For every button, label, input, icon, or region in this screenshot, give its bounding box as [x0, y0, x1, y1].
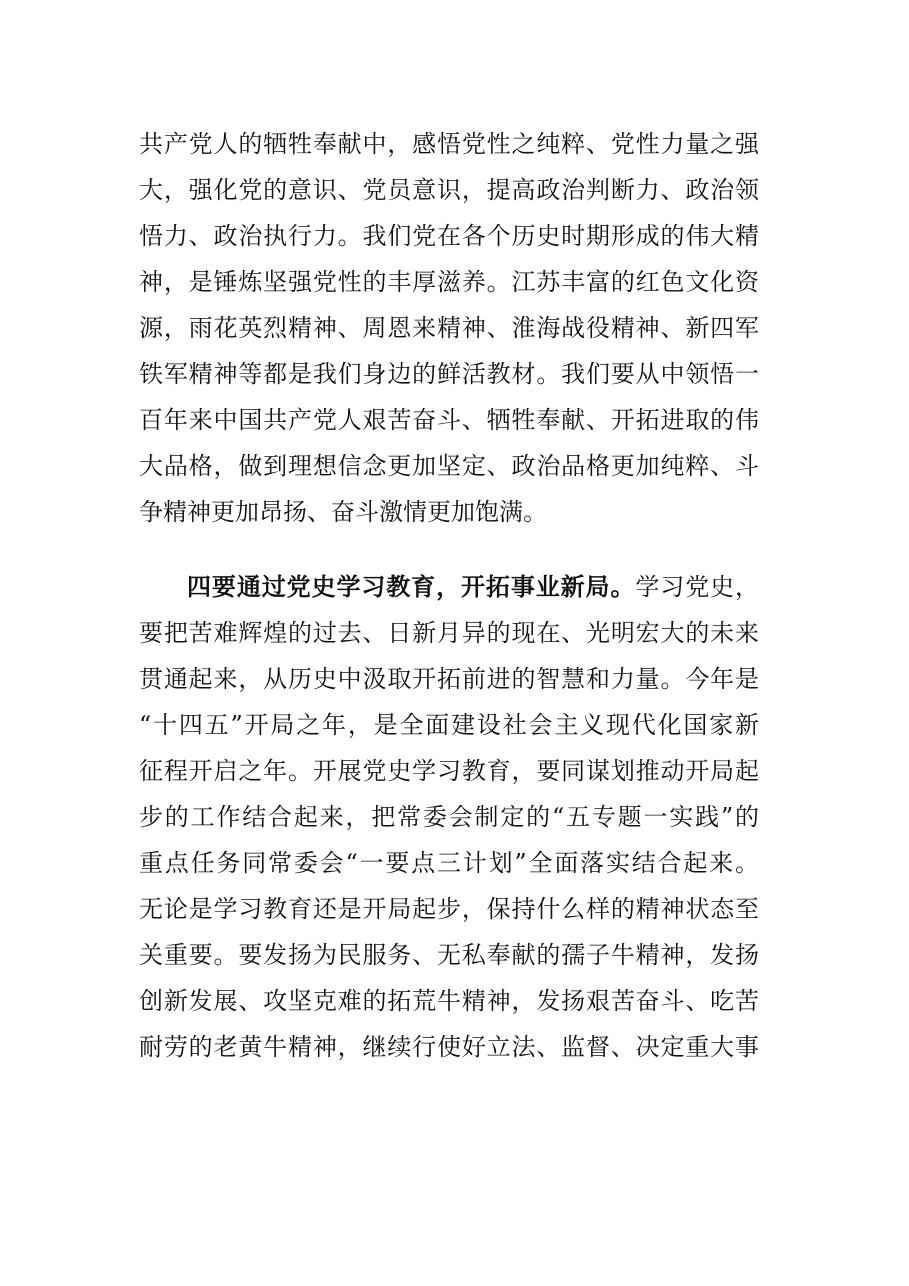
paragraph-line: 争精神更加昂扬、奋斗激情更加饱满。 — [139, 498, 547, 526]
paragraph-line: 要把苦难辉煌的过去、日新月异的现在、光明宏大的未来 — [139, 619, 759, 647]
paragraph-line: 无论是学习教育还是开局起步，保持什么样的精神状态至 — [139, 895, 759, 923]
paragraph-line: 创新发展、攻坚克难的拓荒牛精神，发扬艰苦奋斗、吃苦 — [139, 987, 759, 1015]
paragraph-line: 大，强化党的意识、党员意识，提高政治判断力、政治领 — [139, 176, 759, 204]
heading-line-rest: 学习党史， — [635, 573, 760, 601]
paragraph-line: 百年来中国共产党人艰苦奋斗、牺牲奉献、开拓进取的伟 — [139, 406, 759, 434]
paragraph-new-prospects — [139, 564, 759, 1070]
paragraph-party-spirit — [139, 121, 759, 535]
paragraph-line: 耐劳的老黄牛精神，继续行使好立法、监督、决定重大事 — [139, 1033, 759, 1061]
paragraph-line: 重点任务同常委会“一要点三计划”全面落实结合起来。 — [139, 849, 759, 877]
paragraph-line: 共产党人的牺牲奉献中，感悟党性之纯粹、党性力量之强 — [139, 130, 759, 158]
paragraph-line: 关重要。要发扬为民服务、无私奉献的孺子牛精神，发扬 — [139, 941, 759, 969]
paragraph-line: 源，雨花英烈精神、周恩来精神、淮海战役精神、新四军 — [139, 314, 759, 342]
paragraph-line: 征程开启之年。开展党史学习教育，要同谋划推动开局起 — [139, 757, 759, 785]
paragraph-line: 步的工作结合起来，把常委会制定的“五专题一实践”的 — [139, 803, 759, 831]
paragraph-line: 神，是锤炼坚强党性的丰厚滋养。江苏丰富的红色文化资 — [139, 268, 759, 296]
paragraph-first-line — [139, 564, 759, 610]
section-heading: 四要通过党史学习教育，开拓事业新局。 — [187, 572, 636, 601]
paragraph-line: 悟力、政治执行力。我们党在各个历史时期形成的伟大精 — [139, 222, 759, 250]
paragraph-line: “十四五”开局之年，是全面建设社会主义现代化国家新 — [139, 711, 759, 739]
paragraph-line: 贯通起来，从历史中汲取开拓前进的智慧和力量。今年是 — [139, 665, 759, 693]
paragraph-line: 铁军精神等都是我们身边的鲜活教材。我们要从中领悟一 — [139, 360, 759, 388]
paragraph-line: 大品格，做到理想信念更加坚定、政治品格更加纯粹、斗 — [139, 452, 759, 480]
